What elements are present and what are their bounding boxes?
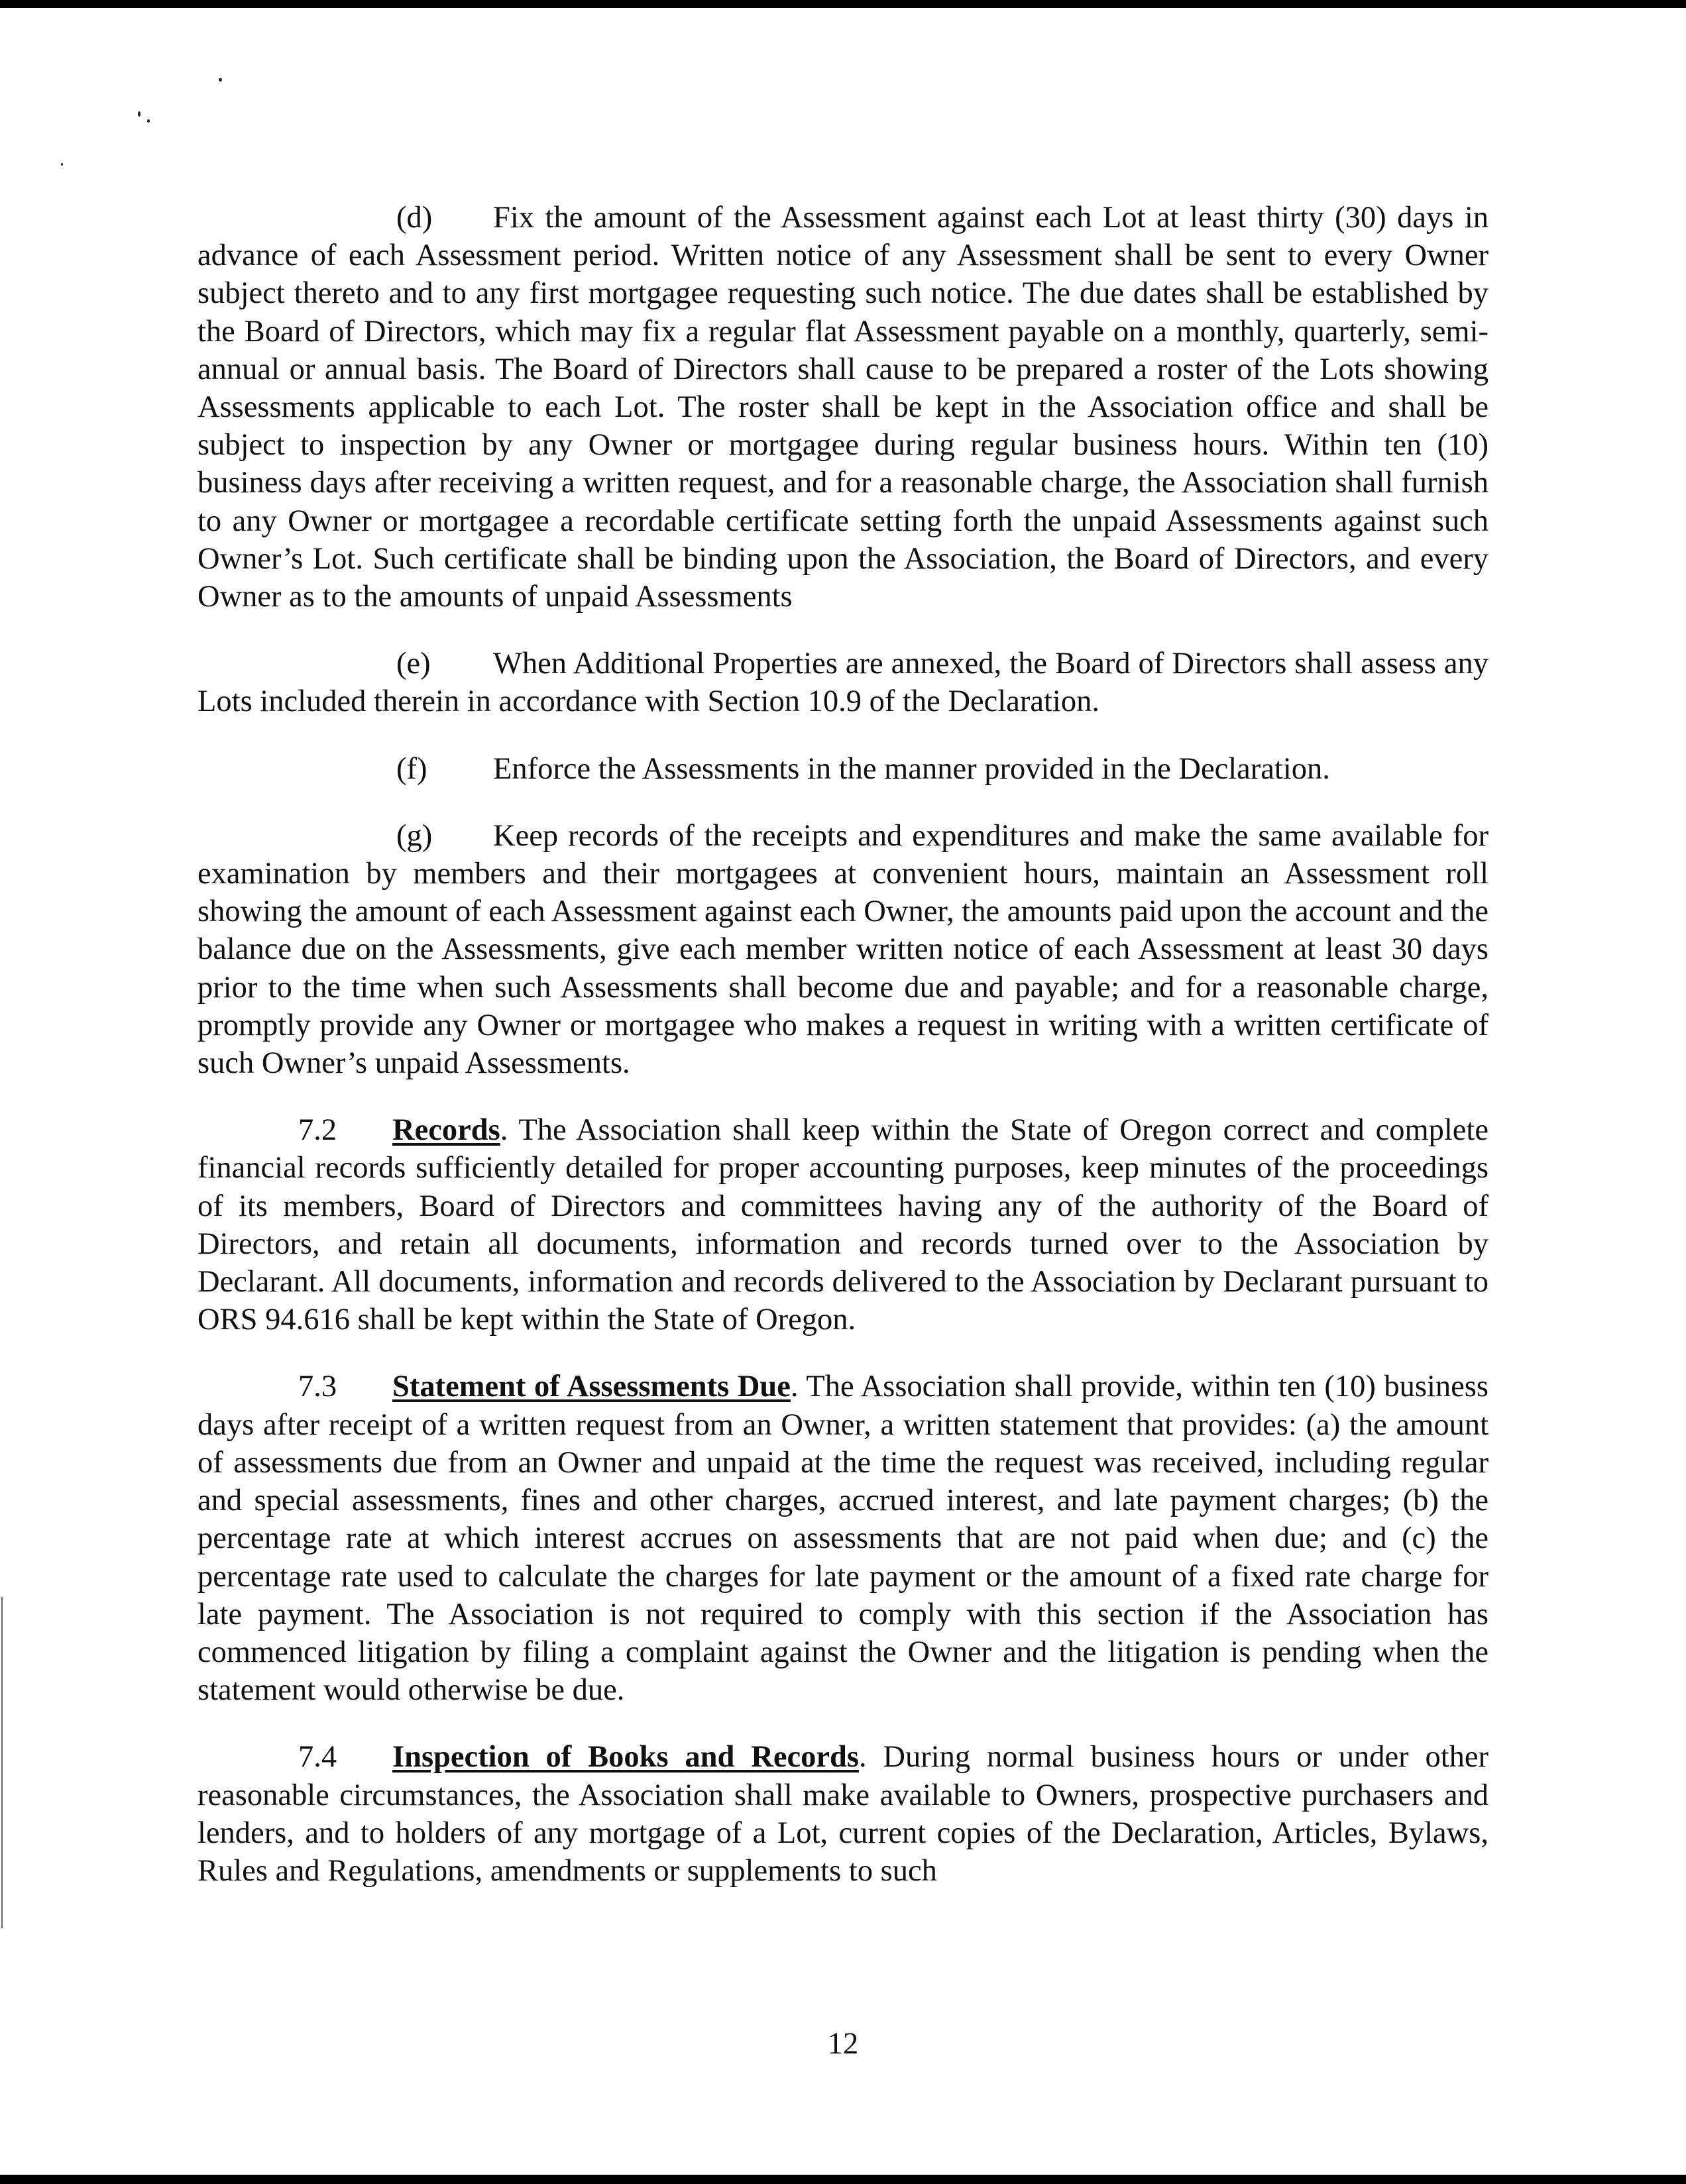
section-number: 7.4 [298,1740,337,1774]
item-label: (f) [396,751,427,786]
paragraph-item-d [197,199,1489,616]
item-label: (d) [396,201,433,235]
scan-margin-line [1,1597,3,1928]
scan-speck [147,119,150,123]
item-text: Keep records of the receipts and expenditures and make the same available for examination by members and their mortgagees at convenient hours, maintain an Assessment roll showing the amount of each Assessment against each Owner, the amounts paid upon the account and the balance due on the Assessments, give each member written notice of each Assessment at least 30 days prior to the time when such Assessments shall become due and payable; and for a reasonable charge, promptly provide any Owner or mortgagee who makes a request in writing with a written certificate of such Owner’s unpaid Assessments. [197,818,1489,1081]
item-label: (e) [396,647,431,681]
section-7-2 [197,1111,1489,1338]
item-text: Enforce the Assessments in the manner provided in the Declaration. [493,751,1330,786]
section-number: 7.2 [298,1113,337,1148]
scan-speck [61,163,63,166]
section-text: . The Association shall provide, within ten (10) business days after receipt of a written request from an Owner, a written statement that provides: (a) the amount of assessments due from an Owner and unpaid at the time the request was received, including regular and special assessments, fines and other charges, accrued interest, and late payment charges; (b) the percentage rate at which interest accrues on assessments that are not paid when due; and (c) the percentage rate used to calculate the charges for late payment or the amount of a fixed rate charge for late payment. The Association is not required to comply with this section if the Association has commenced litigation by filing a complaint against the Owner and the litigation is pending when the statement would otherwise be due. [197,1370,1489,1708]
paragraph-item-e [197,645,1489,720]
section-text: . The Association shall keep within the State of Oregon correct and complete financial records sufficiently detailed for proper accounting purposes, keep minutes of the proceedings of its members, Board of Directors and committees having any of the authority of the Board of Directors, and retain all documents, information and records turned over to the Association by Declarant. All documents, information and records delivered to the Association by Declarant pursuant to ORS 94.616 shall be kept within the State of Oregon. [197,1113,1489,1337]
section-number: 7.3 [298,1370,337,1404]
scan-border-top [0,0,1686,8]
item-label: (g) [396,818,433,853]
paragraph-item-f [197,750,1489,788]
section-7-4 [197,1738,1489,1890]
page-number: 12 [827,2027,859,2061]
item-text: When Additional Properties are annexed, the Board of Directors shall assess any Lots included therein in accordance with Section 10.9 of the Declaration. [197,647,1489,719]
scan-border-bottom [0,2175,1686,2184]
section-heading: Records [392,1113,500,1148]
section-text: . During normal business hours or under other reasonable circumstances, the Association shall make available to Owners, prospective purchasers and lenders, and to holders of any mortgage of a Lot, current copies of the Declaration, Articles, Bylaws, Rules and Regulations, amendments or supplements to such [197,1740,1489,1888]
scan-speck [219,78,222,82]
section-heading: Statement of Assessments Due [392,1370,791,1404]
item-text: Fix the amount of the Assessment against each Lot at least thirty (30) days in advance of each Assessment period. Written notice of any Assessment shall be sent to every Owner subject thereto and to any first mortgagee requesting such notice. The due dates shall be established by the Board of Directors, which may fix a regular flat Assessment payable on a monthly, quarterly, semi-annual or annual basis. The Board of Directors shall cause to be prepared a roster of the Lots showing Assessments applicable to each Lot. The roster shall be kept in the Association office and shall be subject to inspection by any Owner or mortgagee during regular business hours. Within ten (10) business days after receiving a written request, and for a reasonable charge, the Association shall furnish to any Owner or mortgagee a recordable certificate setting forth the unpaid Assessments against such Owner’s Lot. Such certificate shall be binding upon the Association, the Board of Directors, and every Owner as to the amounts of unpaid Assessments [197,201,1489,614]
section-heading: Inspection of Books and Records [392,1740,859,1774]
document-page [197,199,1489,1890]
section-7-3 [197,1368,1489,1709]
paragraph-item-g [197,817,1489,1082]
scan-speck [138,111,140,117]
